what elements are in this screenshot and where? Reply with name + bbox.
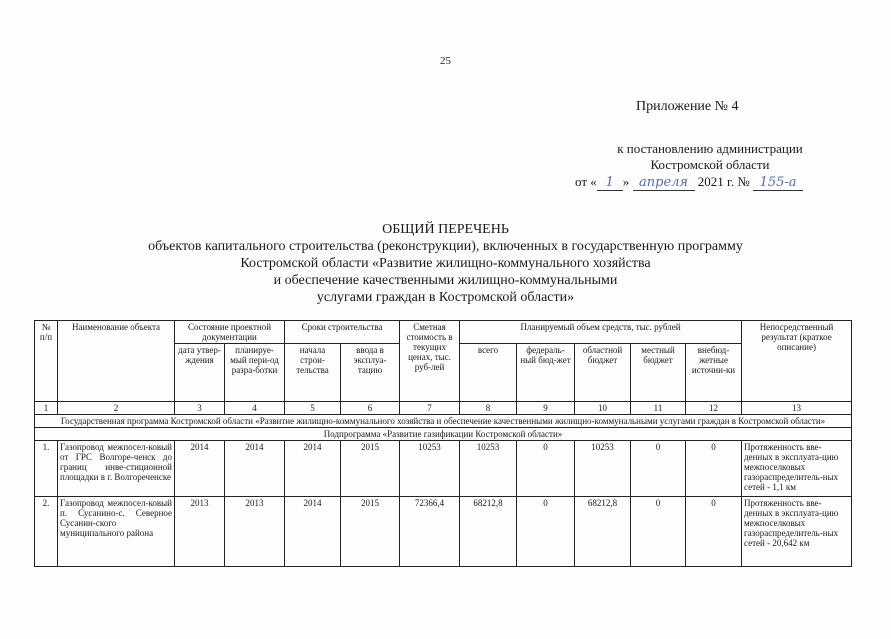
decree-number-handwritten: 155-а [753, 176, 803, 191]
col-number: 7 [400, 402, 460, 415]
cell-result: Протяженность вве-денных в эксплуата-цию межпоселковых газораспределитель-ных сетей - 20,642 км [742, 497, 852, 567]
title-line-1: ОБЩИЙ ПЕРЕЧЕНЬ [382, 222, 509, 237]
cell-total: 68212,8 [460, 497, 517, 567]
header-offbudget: внебюд-жетные источни-ки [686, 344, 742, 402]
header-estimate: Сметная стоимость в текущих ценах, тыс. руб-лей [400, 321, 460, 402]
col-number: 4 [225, 402, 285, 415]
decree-mid: » [622, 174, 630, 189]
header-local: местный бюджет [631, 344, 686, 402]
cell-result: Протяженность вве-денных в эксплуата-цию межпоселковых газораспределитель-ных сетей - 1,1 км [742, 441, 852, 497]
header-row-1 [35, 321, 852, 344]
header-name: Наименование объекта [58, 321, 175, 402]
cell-local: 0 [631, 441, 686, 497]
subprogram-row [35, 428, 852, 441]
cell-planned: 2013 [225, 497, 285, 567]
program-row [35, 415, 852, 428]
cell-planned: 2014 [225, 441, 285, 497]
col-number: 1 [35, 402, 58, 415]
cell-regional: 10253 [575, 441, 631, 497]
cell-no: 2. [35, 497, 58, 567]
document-title [0, 221, 891, 306]
cell-start: 2014 [285, 441, 341, 497]
cell-name: Газопровод межпосел-ковый от ГРС Волгоре-ченск до границ инве-стиционной площадки в г. Волгореченске [58, 441, 175, 497]
table-row [35, 497, 852, 567]
header-design-state: Состояние проектной документации [175, 321, 285, 344]
decree-prefix: от « [575, 174, 597, 189]
cell-federal: 0 [517, 441, 575, 497]
subprogram-title: Подпрограмма «Развитие газификации Костромской области» [35, 428, 852, 441]
header-federal: федераль-ный бюд-жет [517, 344, 575, 402]
decree-year: 2021 г. № [697, 174, 750, 189]
header-regional: областной бюджет [575, 344, 631, 402]
page-number: 25 [440, 55, 451, 67]
cell-approval: 2013 [175, 497, 225, 567]
table-row [35, 441, 852, 497]
cell-federal: 0 [517, 497, 575, 567]
cell-estimate: 10253 [400, 441, 460, 497]
program-title: Государственная программа Костромской области «Развитие жилищно-коммунального хозяйства и обеспечение качественными жилищно-коммунальными услугами граждан в Костромской области» [35, 415, 852, 428]
header-approval-date: дата утвер-ждения [175, 344, 225, 402]
cell-start: 2014 [285, 497, 341, 567]
cell-approval: 2014 [175, 441, 225, 497]
col-number: 5 [285, 402, 341, 415]
cell-offbudget: 0 [686, 497, 742, 567]
cell-offbudget: 0 [686, 441, 742, 497]
column-number-row [35, 402, 852, 415]
cell-commission: 2015 [341, 497, 400, 567]
cell-total: 10253 [460, 441, 517, 497]
header-planned-funds: Планируемый объем средств, тыс. рублей [460, 321, 742, 344]
col-number: 12 [686, 402, 742, 415]
header-start: начала строи-тельства [285, 344, 341, 402]
cell-regional: 68212,8 [575, 497, 631, 567]
title-line-4: и обеспечение качественными жилищно-коммунальными [273, 273, 618, 288]
objects-table [34, 320, 852, 567]
decree-date [575, 174, 803, 191]
appendix-label: Приложение № 4 [636, 99, 739, 114]
title-line-5: услугами граждан в Костромской области» [316, 290, 575, 305]
col-number: 11 [631, 402, 686, 415]
decree-reference [560, 141, 860, 173]
decree-day-handwritten: 1 [597, 176, 623, 191]
cell-commission: 2015 [341, 441, 400, 497]
cell-local: 0 [631, 497, 686, 567]
col-number: 10 [575, 402, 631, 415]
col-number: 3 [175, 402, 225, 415]
header-construction-terms: Сроки строительства [285, 321, 400, 344]
decree-line-2: Костромской области [650, 157, 770, 172]
cell-estimate: 72366,4 [400, 497, 460, 567]
cell-name: Газопровод межпосел-ковый п. Сусанино-с. Северное Сусанин-ского муниципального района [58, 497, 175, 567]
col-number: 6 [341, 402, 400, 415]
col-number: 8 [460, 402, 517, 415]
col-number: 2 [58, 402, 175, 415]
header-commissioning: ввода в эксплуа-тацию [341, 344, 400, 402]
header-result: Непосредственный результат (краткое описание) [742, 321, 852, 402]
title-line-2: объектов капитального строительства (реконструкции), включенных в государственную программу [148, 239, 743, 254]
header-no: № п/п [35, 321, 58, 402]
decree-month-handwritten: апреля [633, 176, 695, 191]
cell-no: 1. [35, 441, 58, 497]
title-line-3: Костромской области «Развитие жилищно-коммунального хозяйства [240, 256, 651, 271]
col-number: 13 [742, 402, 852, 415]
header-planned-period: планируе-мый пери-од разра-ботки [225, 344, 285, 402]
col-number: 9 [517, 402, 575, 415]
decree-line-1: к постановлению администрации [617, 141, 803, 156]
header-total: всего [460, 344, 517, 402]
